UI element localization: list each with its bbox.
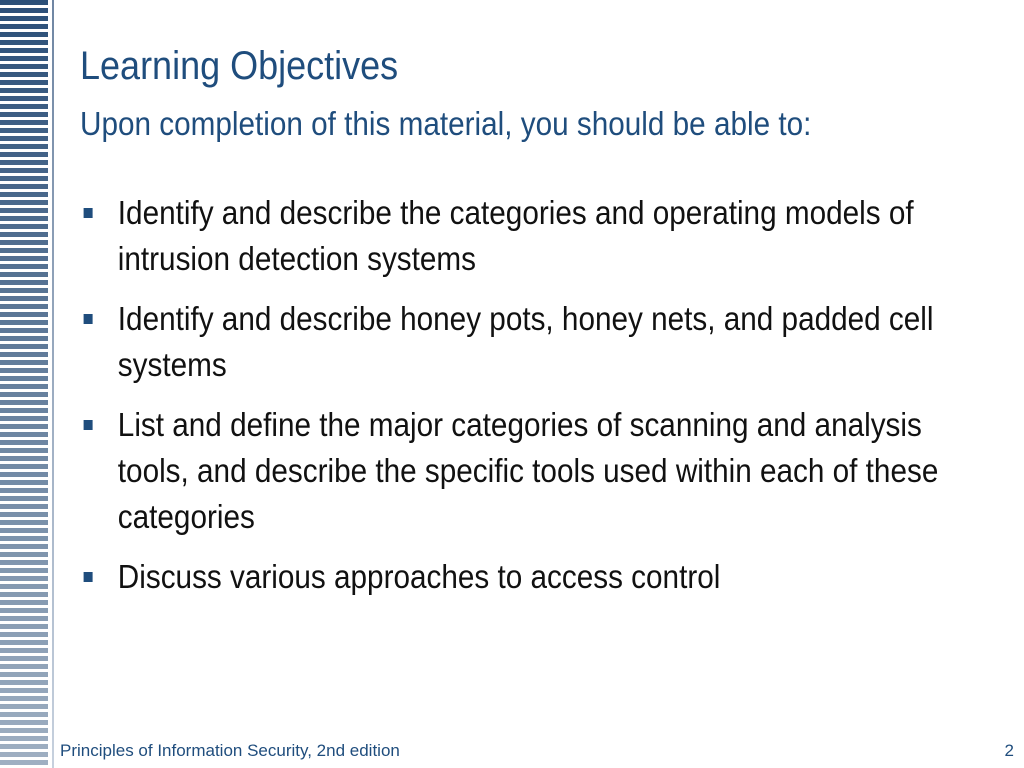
slide-subtitle: Upon completion of this material, you should be able to: [80,105,812,142]
square-bullet-icon [84,572,93,582]
objectives-list [80,190,962,614]
objective-item [80,296,962,388]
objective-item [80,402,962,540]
square-bullet-icon [84,420,93,430]
side-stripe-decoration [0,0,48,768]
square-bullet-icon [84,208,93,218]
footer-source: Principles of Information Security, 2nd edition [60,741,400,760]
objective-item [80,554,962,600]
square-bullet-icon [84,314,93,324]
objective-text: List and define the major categories of scanning and analysis tools, and describe the specific tools used within each of these categories [117,406,939,535]
slide-title: Learning Objectives [80,44,399,88]
objective-text: Identify and describe the categories and operating models of intrusion detection systems [117,194,914,277]
objective-text: Identify and describe honey pots, honey nets, and padded cell systems [117,300,934,383]
objective-item [80,190,962,282]
page-number: 2 [1004,741,1014,760]
side-divider-line [52,0,54,768]
objective-text: Discuss various approaches to access control [117,558,721,595]
